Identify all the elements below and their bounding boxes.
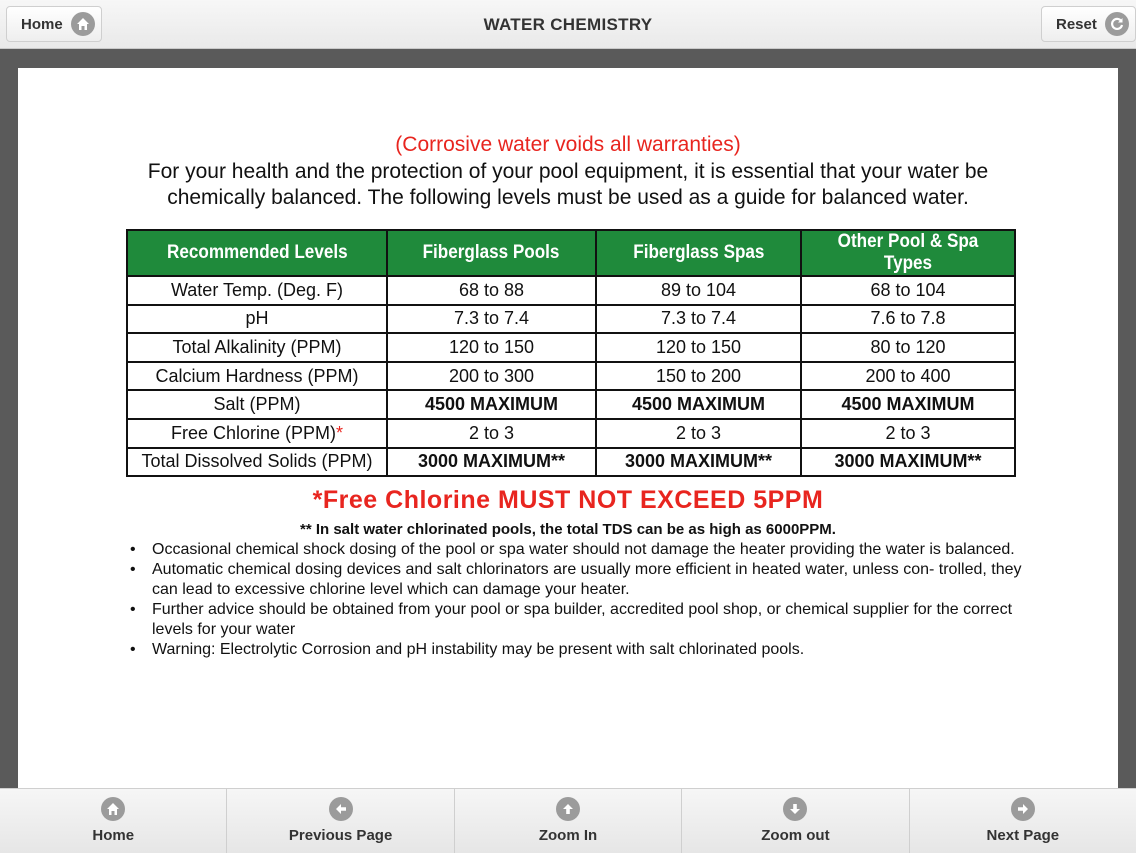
bottom-toolbar [0, 788, 1136, 853]
reset-button-label: Reset [1056, 15, 1097, 33]
table-cell: 3000 MAXIMUM** [801, 448, 1015, 477]
table-cell: Water Temp. (Deg. F) [127, 276, 387, 305]
document-page [18, 68, 1118, 788]
intro-paragraph: For your health and the protection of your pool equipment, it is essential that your water be chemically balanced. The following levels must be used as a guide for balanced water. [147, 160, 989, 209]
asterisk-mark: * [336, 422, 344, 443]
table-cell: 2 to 3 [596, 419, 801, 448]
list-item [130, 560, 1025, 600]
home-icon [101, 797, 125, 821]
toolbar-home-label: Home [92, 827, 135, 844]
table-row [127, 333, 1015, 362]
arrow-up-icon [556, 797, 580, 821]
water-levels-table [126, 229, 1016, 477]
advice-list [130, 540, 1025, 660]
table-cell: 7.6 to 7.8 [801, 305, 1015, 334]
list-item [130, 540, 1025, 560]
table-cell: 4500 MAXIMUM [801, 390, 1015, 419]
bullet-icon: • [130, 641, 136, 658]
reset-button[interactable] [1041, 6, 1136, 42]
table-cell: 120 to 150 [387, 333, 596, 362]
table-cell: Calcium Hardness (PPM) [127, 362, 387, 391]
table-cell: 150 to 200 [596, 362, 801, 391]
bullet-icon: • [130, 601, 136, 618]
home-button-label: Home [21, 15, 63, 33]
table-cell: Total Dissolved Solids (PPM) [127, 448, 387, 477]
next-page-button[interactable] [910, 789, 1136, 853]
top-bar [0, 0, 1136, 49]
table-header: Fiberglass Spas [596, 230, 801, 276]
table-cell: 68 to 104 [801, 276, 1015, 305]
table-cell: 2 to 3 [801, 419, 1015, 448]
home-button[interactable] [6, 6, 102, 42]
table-cell: 7.3 to 7.4 [387, 305, 596, 334]
table-row [127, 362, 1015, 391]
table-row [127, 448, 1015, 477]
list-item-text: Further advice should be obtained from your pool or spa builder, accredited pool shop, or chemical supplier for the correct levels for your water [152, 601, 1013, 638]
arrow-right-icon [1011, 797, 1035, 821]
zoom-in-label: Zoom In [538, 827, 598, 844]
page-title: WATER CHEMISTRY [483, 15, 653, 34]
warranty-warning: (Corrosive water voids all warranties) [395, 133, 741, 156]
zoom-out-button[interactable] [682, 789, 909, 853]
chlorine-warning: *Free Chlorine MUST NOT EXCEED 5PPM [312, 486, 824, 514]
table-cell: 68 to 88 [387, 276, 596, 305]
table-cell: 4500 MAXIMUM [387, 390, 596, 419]
table-cell: pH [127, 305, 387, 334]
table-cell: 3000 MAXIMUM** [387, 448, 596, 477]
arrow-down-icon [783, 797, 807, 821]
previous-page-label: Previous Page [288, 827, 393, 844]
table-row [127, 305, 1015, 334]
list-item [130, 640, 1025, 660]
table-row [127, 276, 1015, 305]
list-item-text: Warning: Electrolytic Corrosion and pH instability may be present with salt chlorinated pools. [152, 641, 805, 658]
table-cell [127, 419, 387, 448]
list-item [130, 600, 1025, 640]
reset-icon [1105, 12, 1129, 36]
zoom-in-button[interactable] [455, 789, 682, 853]
table-cell: 80 to 120 [801, 333, 1015, 362]
zoom-out-label: Zoom out [761, 827, 830, 844]
free-chlorine-label: Free Chlorine (PPM) [170, 422, 337, 443]
home-icon [71, 12, 95, 36]
table-cell: 200 to 400 [801, 362, 1015, 391]
table-row [127, 419, 1015, 448]
previous-page-button[interactable] [227, 789, 454, 853]
next-page-label: Next Page [986, 827, 1060, 844]
table-cell: Salt (PPM) [127, 390, 387, 419]
table-cell: 7.3 to 7.4 [596, 305, 801, 334]
table-cell: 120 to 150 [596, 333, 801, 362]
list-item-text: Occasional chemical shock dosing of the pool or spa water should not damage the heater providing the water is balanced. [152, 541, 1015, 558]
bullet-icon: • [130, 541, 136, 558]
table-cell: 200 to 300 [387, 362, 596, 391]
table-header: Other Pool & Spa Types [801, 230, 1015, 276]
table-cell: 89 to 104 [596, 276, 801, 305]
table-cell: 4500 MAXIMUM [596, 390, 801, 419]
tds-note: ** In salt water chlorinated pools, the total TDS can be as high as 6000PPM. [300, 521, 836, 538]
list-item-text: Automatic chemical dosing devices and salt chlorinators are usually more efficient in heated water, unless con- trolled, they can lead to excessive chlorine level which can damage your heater. [152, 561, 1022, 598]
table-header: Recommended Levels [127, 230, 387, 276]
table-header: Fiberglass Pools [387, 230, 596, 276]
table-cell: 3000 MAXIMUM** [596, 448, 801, 477]
bullet-icon: • [130, 561, 136, 578]
table-cell: Total Alkalinity (PPM) [127, 333, 387, 362]
toolbar-home-button[interactable] [0, 789, 227, 853]
arrow-left-icon [329, 797, 353, 821]
table-cell: 2 to 3 [387, 419, 596, 448]
table-header-row [127, 230, 1015, 276]
table-row [127, 390, 1015, 419]
